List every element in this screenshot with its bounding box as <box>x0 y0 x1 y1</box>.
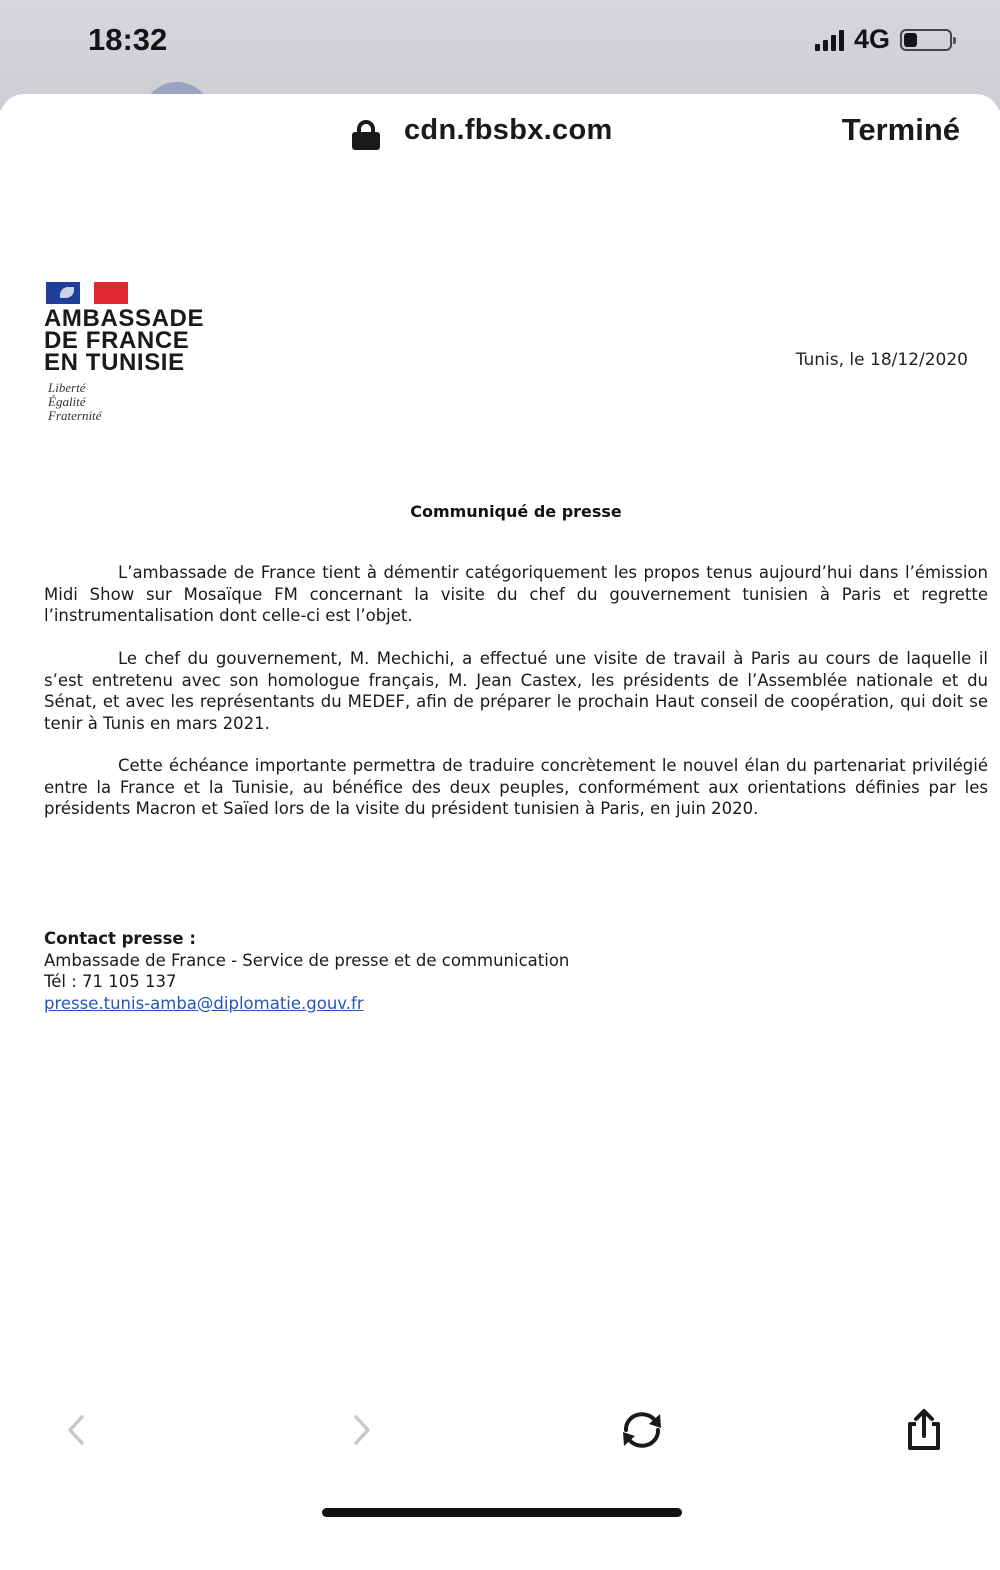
share-button[interactable] <box>896 1402 952 1458</box>
embassy-name <box>44 305 205 376</box>
reload-button[interactable] <box>614 1402 670 1458</box>
document-date: Tunis, le 18/12/2020 <box>795 350 968 370</box>
url-bar <box>0 94 1000 174</box>
signal-icon <box>815 29 844 51</box>
contact-email-link[interactable]: presse.tunis-amba@diplomatie.gouv.fr <box>44 993 364 1013</box>
contact-phone: Tél : 71 105 137 <box>44 972 177 991</box>
browser-sheet <box>0 94 1000 1570</box>
embassy-line: DE FRANCE <box>44 327 190 354</box>
home-indicator[interactable] <box>322 1508 682 1517</box>
motto-line: Égalité <box>48 394 86 409</box>
paragraph: L’ambassade de France tient à démentir catégoriquement les propos tenus aujourd’hui dans l’émission Midi Show sur Mosaïque FM concernant la visite du chef du gouvernement tunisien à Paris et regrette l’instrumentalisation dont celle-ci est l’objet. <box>44 563 988 625</box>
paragraph: Le chef du gouvernement, M. Mechichi, a effectué une visite de travail à Paris au cours de laquelle il s’est entretenu avec son homologue français, M. Jean Castex, les présidents de l’Assemblée nationale et du Sénat, et avec les représentants du MEDEF, afin de préparer le prochain Haut conseil de coopération, qui doit se tenir à Tunis en mars 2021. <box>44 649 988 733</box>
share-icon <box>904 1408 944 1452</box>
document-title: Communiqué de presse <box>410 502 622 521</box>
chevron-right-icon <box>348 1413 376 1447</box>
status-indicators <box>815 24 952 55</box>
lock-icon <box>352 120 380 150</box>
network-type: 4G <box>853 24 890 54</box>
motto-line: Fraternité <box>48 408 102 423</box>
chevron-left-icon <box>62 1413 90 1447</box>
paragraph: Cette échéance importante permettra de traduire concrètement le nouvel élan du partenariat privilégié entre la France et la Tunisie, au bénéfice des deux peuples, conformément aux orientations définies par les présidents Macron et Saïed lors de la visite du président tunisien à Paris, en juin 2020. <box>44 756 988 818</box>
url-text[interactable]: cdn.fbsbx.com <box>404 114 613 146</box>
contact-service: Ambassade de France - Service de presse et de communication <box>44 950 570 970</box>
status-time: 18:32 <box>88 22 168 57</box>
done-button[interactable]: Terminé <box>841 112 960 147</box>
battery-icon <box>900 29 952 51</box>
browser-toolbar <box>0 1394 1000 1464</box>
embassy-line: AMBASSADE <box>44 305 205 332</box>
marianne-logo-icon <box>46 282 128 304</box>
back-button[interactable] <box>48 1402 104 1458</box>
reload-icon <box>616 1410 668 1450</box>
motto-line: Liberté <box>48 380 86 395</box>
contact-label: Contact presse : <box>44 929 196 948</box>
embassy-line: EN TUNISIE <box>44 349 185 376</box>
forward-button[interactable] <box>334 1402 390 1458</box>
press-contact <box>44 928 569 1014</box>
republic-motto <box>48 381 101 423</box>
